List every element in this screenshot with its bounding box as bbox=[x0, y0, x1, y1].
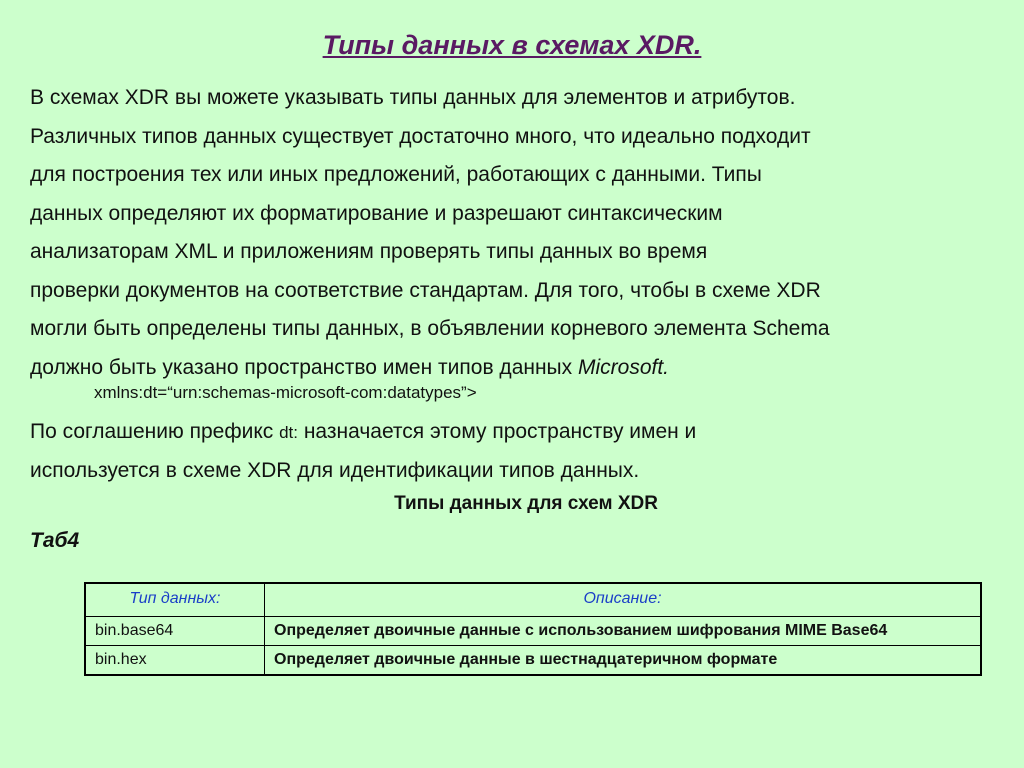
type-cell: bin.hex bbox=[85, 646, 265, 676]
prefix-paragraph bbox=[30, 413, 1020, 490]
paragraph-text: должно быть указано пространство имен типов данных bbox=[30, 355, 578, 379]
table-row bbox=[85, 617, 981, 646]
table-label: Таб4 bbox=[30, 529, 80, 552]
paragraph-line: В схемах XDR вы можете указывать типы данных для элементов и атрибутов. bbox=[30, 86, 796, 109]
paragraph-text: назначается этому пространству имен и bbox=[298, 420, 697, 443]
intro-paragraph bbox=[30, 79, 1020, 387]
microsoft-italic: Microsoft. bbox=[578, 355, 670, 379]
type-cell: bin.base64 bbox=[85, 617, 265, 646]
paragraph-line: для построения тех или иных предложений, работающих с данными. Типы bbox=[30, 163, 762, 186]
paragraph-line bbox=[30, 349, 1020, 388]
column-header-type: Тип данных: bbox=[85, 583, 265, 617]
paragraph-line: анализаторам XML и приложениям проверять типы данных во время bbox=[30, 240, 708, 263]
slide-title: Типы данных в схемах XDR. bbox=[322, 30, 702, 60]
table-header-row bbox=[85, 583, 981, 617]
paragraph-line bbox=[30, 413, 1020, 452]
prefix-code: dt: bbox=[279, 423, 298, 442]
datatypes-table bbox=[84, 582, 982, 676]
column-header-description: Описание: bbox=[265, 583, 982, 617]
paragraph-line: Различных типов данных существует достаточно много, что идеально подходит bbox=[30, 124, 811, 148]
description-cell: Определяет двоичные данные в шестнадцатеричном формате bbox=[265, 646, 982, 676]
description-cell: Определяет двоичные данные с использованием шифрования MIME Base64 bbox=[265, 617, 982, 646]
paragraph-line: данных определяют их форматирование и разрешают синтаксическим bbox=[30, 201, 723, 225]
table-caption: Типы данных для схем XDR bbox=[394, 493, 658, 514]
namespace-declaration: xmlns:dt=“urn:schemas-microsoft-com:datatypes”> bbox=[94, 383, 477, 402]
paragraph-line: могли быть определены типы данных, в объявлении корневого элемента Schema bbox=[30, 317, 830, 340]
paragraph-line: используется в схеме XDR для идентификации типов данных. bbox=[30, 459, 640, 482]
table-row bbox=[85, 646, 981, 676]
paragraph-line: проверки документов на соответствие стандартам. Для того, чтобы в схеме XDR bbox=[30, 278, 821, 302]
paragraph-text: По соглашению префикс bbox=[30, 420, 280, 443]
